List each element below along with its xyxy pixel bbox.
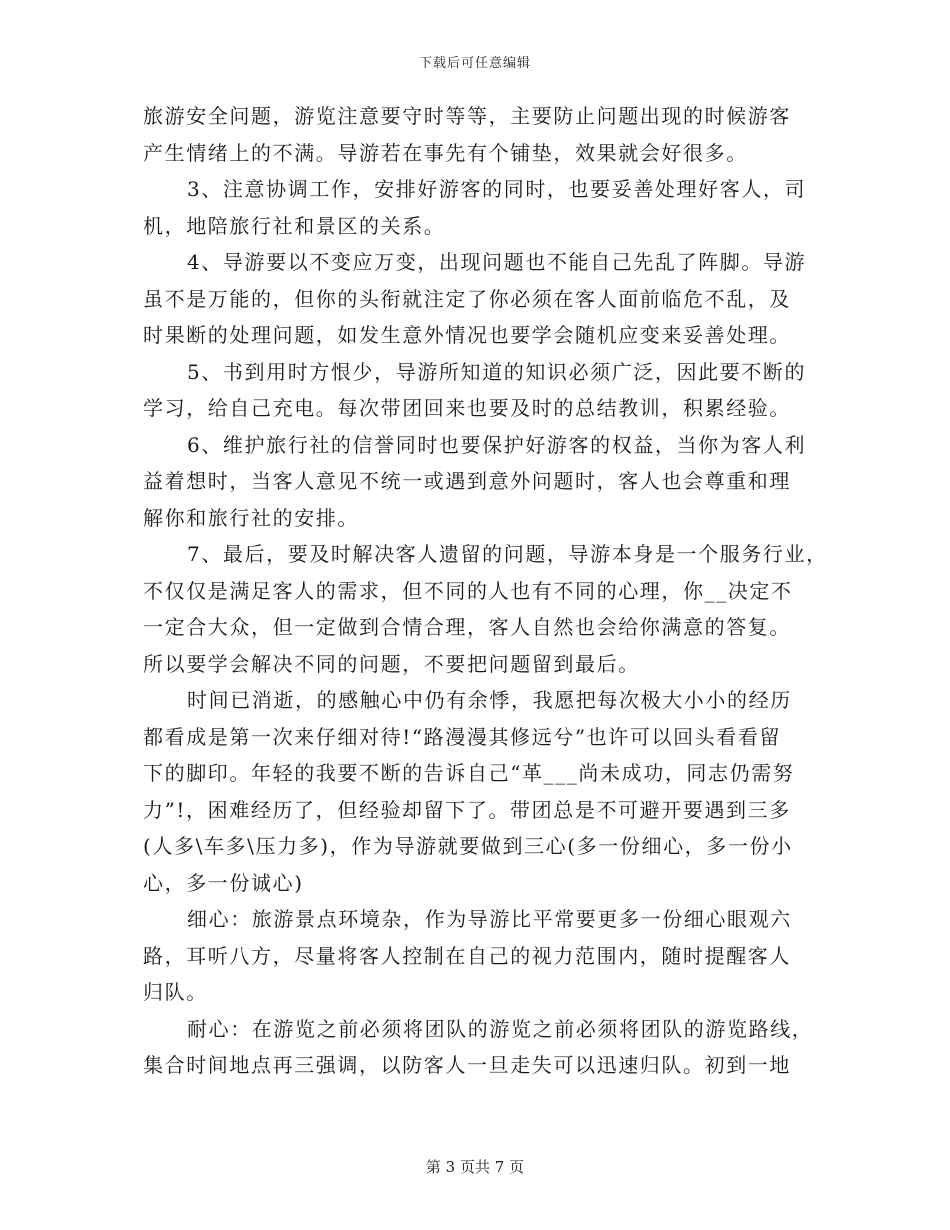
text-line: 旅游安全问题，游览注意要守时等等，主要防止问题出现的时候游客	[143, 104, 791, 128]
text-line: 集合时间地点再三强调，以防客人一旦走失可以迅速归队。初到一地	[143, 1053, 791, 1077]
text-line: 时果断的处理问题，如发生意外情况也要学会随机应变来妥善处理。	[143, 323, 791, 347]
text-line: 益着想时，当客人意见不统一或遇到意外问题时，客人也会尊重和理	[143, 469, 791, 493]
text-line: 5、书到用时方恨少，导游所知道的知识必须广泛，因此要不断的	[187, 359, 807, 384]
text-line: 时间已消逝，的感触心中仍有余悸，我愿把每次极大小小的经历	[187, 688, 792, 712]
text-line: 3、注意协调工作，安排好游客的同时，也要妥善处理好客人，司	[187, 177, 807, 201]
text-line: 心，多一份诚心)	[143, 870, 304, 895]
text-line: 耐心：在游览之前必须将团队的游览之前必须将团队的游览路线，	[187, 1016, 814, 1041]
text-line: 都看成是第一次来仔细对待!“路漫漫其修远兮”也许可以回头看看留	[143, 724, 782, 749]
text-line: 虽不是万能的，但你的头衔就注定了你必须在客人面前临危不乱，及	[143, 286, 791, 311]
text-line: 细心：旅游景点环境杂，作为导游比平常要更多一份细心眼观六	[187, 907, 792, 931]
text-line: 所以要学会解决不同的问题，不要把问题留到最后。	[143, 651, 640, 676]
page-footer: 第 3 页共 7 页	[425, 1158, 525, 1176]
text-line: 一定合大众，但一定做到合情合理，客人自然也会给你满意的答复。	[143, 615, 791, 639]
text-line: 下的脚印。年轻的我要不断的告诉自己“革___尚未成功，同志仍需努	[143, 761, 795, 785]
text-line: 4、导游要以不变应万变，出现问题也不能自己先乱了阵脚。导游	[187, 250, 807, 274]
document-body	[143, 98, 828, 1084]
text-line: 归队。	[143, 980, 208, 1004]
text-line: 产生情绪上的不满。导游若在事先有个铺垫，效果就会好很多。	[143, 140, 748, 165]
text-line: 学习，给自己充电。每次带团回来也要及时的总结教训，积累经验。	[143, 396, 791, 420]
page-header: 下载后可任意编辑	[418, 56, 531, 71]
text-line: 解你和旅行社的安排。	[143, 505, 359, 530]
text-line: 不仅仅是满足客人的需求，但不同的人也有不同的心理，你__决定不	[143, 578, 793, 603]
text-line: 机，地陪旅行社和景区的关系。	[143, 213, 446, 238]
text-line: 6、维护旅行社的信誉同时也要保护好游客的权益，当你为客人利	[187, 432, 807, 457]
text-line: 路，耳听八方，尽量将客人控制在自己的视力范围内，随时提醒客人	[143, 943, 791, 968]
text-line: 7、最后，要及时解决客人遗留的问题，导游本身是一个服务行业，	[187, 542, 828, 566]
text-line: (人多\车多\压力多)，作为导游就要做到三心(多一份细心，多一份小	[143, 834, 793, 858]
text-line: 力”!，困难经历了，但经验却留下了。带团总是不可避开要遇到三多	[143, 797, 791, 822]
